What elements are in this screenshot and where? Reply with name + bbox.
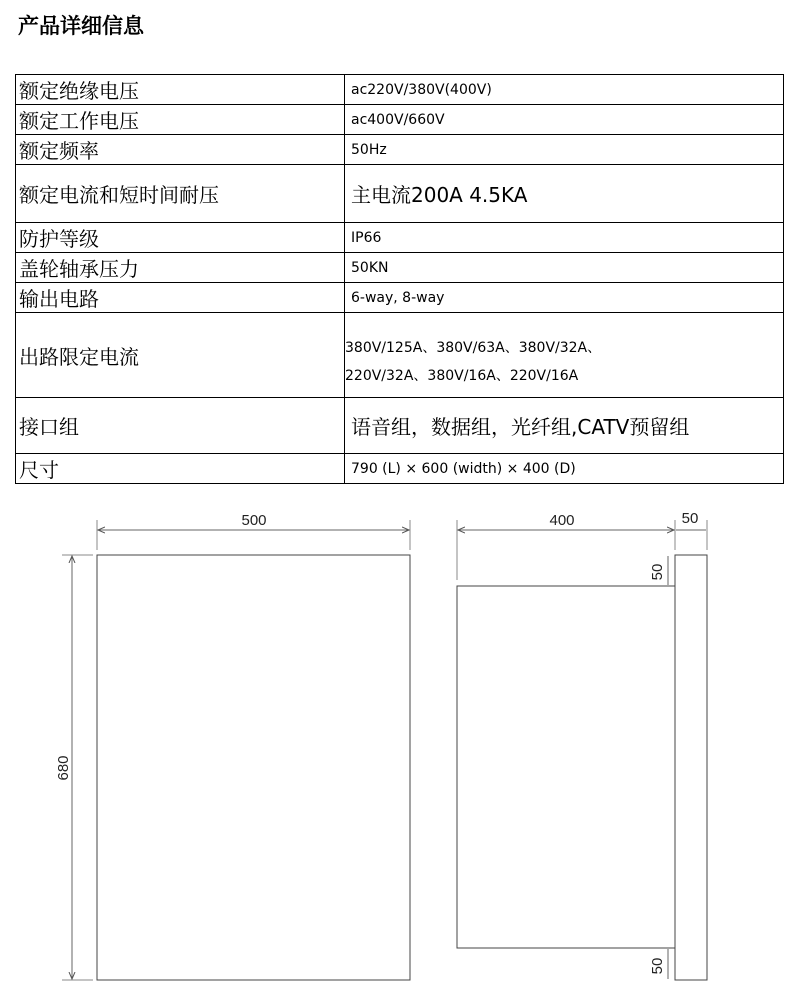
width-dimension-label: 500 (241, 512, 267, 529)
spec-label: 额定频率 (16, 135, 345, 165)
depth-dimension-label: 400 (549, 512, 575, 529)
spec-value-line: 380V/125A、380V/63A、380V/32A、 (345, 340, 602, 356)
spec-label: 接口组 (16, 398, 345, 454)
side-body-outline (457, 586, 675, 948)
front-panel-outline (97, 555, 410, 980)
spec-label: 额定工作电压 (16, 105, 345, 135)
spec-label: 额定电流和短时间耐压 (16, 165, 345, 223)
spec-value-line: 220V/32A、380V/16A、220V/16A (345, 368, 579, 384)
table-row (16, 253, 784, 283)
spec-value: ac220V/380V(400V) (345, 75, 784, 105)
table-row (16, 75, 784, 105)
dimension-drawing (0, 500, 802, 1000)
top-margin-dimension-label: 50 (649, 563, 666, 581)
spec-value: ac400V/660V (345, 105, 784, 135)
front-view (55, 512, 410, 980)
offset-dimension-label: 50 (681, 510, 699, 527)
table-row (16, 223, 784, 253)
spec-value: IP66 (345, 223, 784, 253)
bottom-margin-dimension-label: 50 (649, 957, 666, 975)
spec-table (15, 74, 784, 484)
table-row (16, 283, 784, 313)
spec-value: 语音组，数据组，光纤组,CATV预留组 (345, 398, 784, 454)
table-row (16, 398, 784, 454)
spec-value: 6-way, 8-way (345, 283, 784, 313)
spec-label: 输出电路 (16, 283, 345, 313)
spec-label: 额定绝缘电压 (16, 75, 345, 105)
spec-value: 50KN (345, 253, 784, 283)
spec-label: 尺寸 (16, 454, 345, 484)
spec-value (345, 313, 784, 398)
spec-label: 出路限定电流 (16, 313, 345, 398)
table-row (16, 313, 784, 398)
table-row (16, 165, 784, 223)
side-view (457, 510, 707, 980)
side-door-outline (675, 555, 707, 980)
spec-label: 盖轮轴承压力 (16, 253, 345, 283)
table-row (16, 135, 784, 165)
spec-value: 790 (L) × 600 (width) × 400 (D) (345, 454, 784, 484)
height-dimension-label: 680 (55, 755, 72, 781)
spec-value: 主电流200A 4.5KA (345, 165, 784, 223)
table-row (16, 454, 784, 484)
spec-label: 防护等级 (16, 223, 345, 253)
table-row (16, 105, 784, 135)
spec-value: 50Hz (345, 135, 784, 165)
page-title: 产品详细信息 (18, 14, 144, 38)
